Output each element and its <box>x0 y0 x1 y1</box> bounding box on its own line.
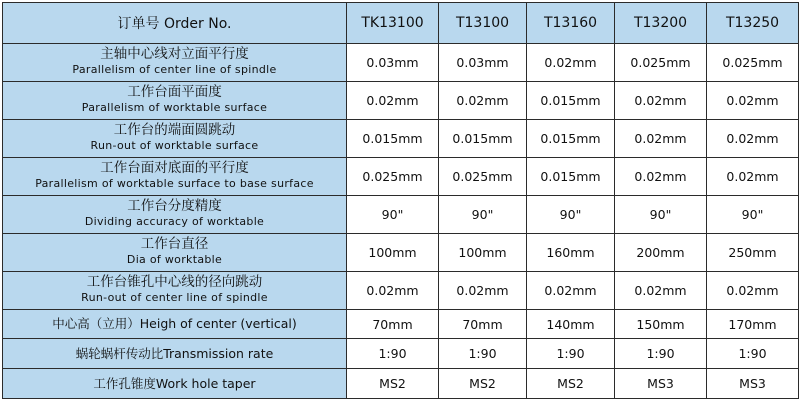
row-label-en: Parallelism of center line of spindle <box>72 63 277 77</box>
table-cell: 0.03mm <box>439 44 527 82</box>
table-cell: 140mm <box>527 309 615 339</box>
row-label-en: Dividing accuracy of worktable <box>84 215 265 229</box>
row-label <box>3 81 347 119</box>
table-cell: 150mm <box>615 309 707 339</box>
table-cell: 0.025mm <box>439 157 527 195</box>
row-label-cn: 工作台直径 <box>140 236 209 253</box>
model-header: T13250 <box>707 3 799 44</box>
row-label-en: Parallelism of worktable surface to base surface <box>35 177 314 191</box>
model-header: T13160 <box>527 3 615 44</box>
table-cell: 0.02mm <box>707 119 799 157</box>
model-header: T13200 <box>615 3 707 44</box>
table-cell: 170mm <box>707 309 799 339</box>
table-cell: 0.015mm <box>527 157 615 195</box>
table-cell: 200mm <box>615 233 707 271</box>
row-label-en: Parallelism of worktable surface <box>81 101 268 115</box>
row-label-cn: 工作台面平面度 <box>127 84 222 101</box>
row-label-cn: 工作台的端面圆跳动 <box>113 122 236 139</box>
table-cell: 1:90 <box>439 339 527 369</box>
table-cell: 0.025mm <box>615 44 707 82</box>
row-label-cn: 主轴中心线对立面平行度 <box>100 46 249 63</box>
table-cell: 90" <box>439 195 527 233</box>
table-cell: 0.025mm <box>707 44 799 82</box>
table-row <box>3 157 799 195</box>
specification-table <box>2 2 799 399</box>
table-cell: 0.02mm <box>615 157 707 195</box>
table-cell: 0.02mm <box>527 271 615 309</box>
table-cell: 1:90 <box>347 339 439 369</box>
table-cell: 90" <box>615 195 707 233</box>
row-label <box>3 119 347 157</box>
table-cell: 0.02mm <box>707 271 799 309</box>
model-header: T13100 <box>439 3 527 44</box>
table-cell: MS3 <box>615 369 707 399</box>
table-cell: 250mm <box>707 233 799 271</box>
table-row <box>3 369 799 399</box>
row-label: 中心高（立用）Heigh of center (vertical) <box>3 309 347 339</box>
table-cell: 0.015mm <box>439 119 527 157</box>
table-cell: MS3 <box>707 369 799 399</box>
row-label-en: Dia of worktable <box>126 253 223 267</box>
header-row <box>3 3 799 44</box>
table-cell: 0.02mm <box>615 271 707 309</box>
table-cell: 90" <box>347 195 439 233</box>
row-label <box>3 271 347 309</box>
table-cell: 1:90 <box>615 339 707 369</box>
table-cell: 0.03mm <box>347 44 439 82</box>
table-row <box>3 309 799 339</box>
table-cell: 90" <box>527 195 615 233</box>
table-row <box>3 233 799 271</box>
row-label <box>3 195 347 233</box>
table-cell: 0.02mm <box>347 271 439 309</box>
table-cell: MS2 <box>347 369 439 399</box>
table-cell: MS2 <box>439 369 527 399</box>
row-label: 蜗轮蜗杆传动比Transmission rate <box>3 339 347 369</box>
table-cell: 0.02mm <box>615 81 707 119</box>
table-row <box>3 195 799 233</box>
table-cell: 0.025mm <box>347 157 439 195</box>
table-cell: 0.02mm <box>707 157 799 195</box>
table-row <box>3 44 799 82</box>
table-cell: 0.02mm <box>707 81 799 119</box>
row-label-en: Run-out of worktable surface <box>90 139 259 153</box>
table-cell: 0.02mm <box>439 271 527 309</box>
table-row <box>3 81 799 119</box>
table-cell: 160mm <box>527 233 615 271</box>
row-label-cn: 工作台分度精度 <box>127 198 222 215</box>
table-cell: 90" <box>707 195 799 233</box>
table-row <box>3 339 799 369</box>
order-no-header: 订单号 Order No. <box>3 3 347 44</box>
table-cell: 100mm <box>347 233 439 271</box>
table-cell: 70mm <box>347 309 439 339</box>
row-label: 工作孔锥度Work hole taper <box>3 369 347 399</box>
row-label-cn: 工作台面对底面的平行度 <box>100 160 249 177</box>
table-cell: 0.02mm <box>615 119 707 157</box>
table-cell: 1:90 <box>707 339 799 369</box>
model-header: TK13100 <box>347 3 439 44</box>
table-cell: 0.015mm <box>527 119 615 157</box>
table-cell: 0.02mm <box>347 81 439 119</box>
table-cell: MS2 <box>527 369 615 399</box>
table-cell: 0.015mm <box>527 81 615 119</box>
table-row <box>3 271 799 309</box>
row-label <box>3 157 347 195</box>
table-cell: 70mm <box>439 309 527 339</box>
row-label-cn: 工作台锥孔中心线的径向跳动 <box>86 274 263 291</box>
row-label <box>3 233 347 271</box>
row-label-en: Run-out of center line of spindle <box>81 291 268 305</box>
table-row <box>3 119 799 157</box>
table-cell: 0.015mm <box>347 119 439 157</box>
table-cell: 0.02mm <box>527 44 615 82</box>
table-cell: 1:90 <box>527 339 615 369</box>
table-cell: 100mm <box>439 233 527 271</box>
table-cell: 0.02mm <box>439 81 527 119</box>
row-label <box>3 44 347 82</box>
